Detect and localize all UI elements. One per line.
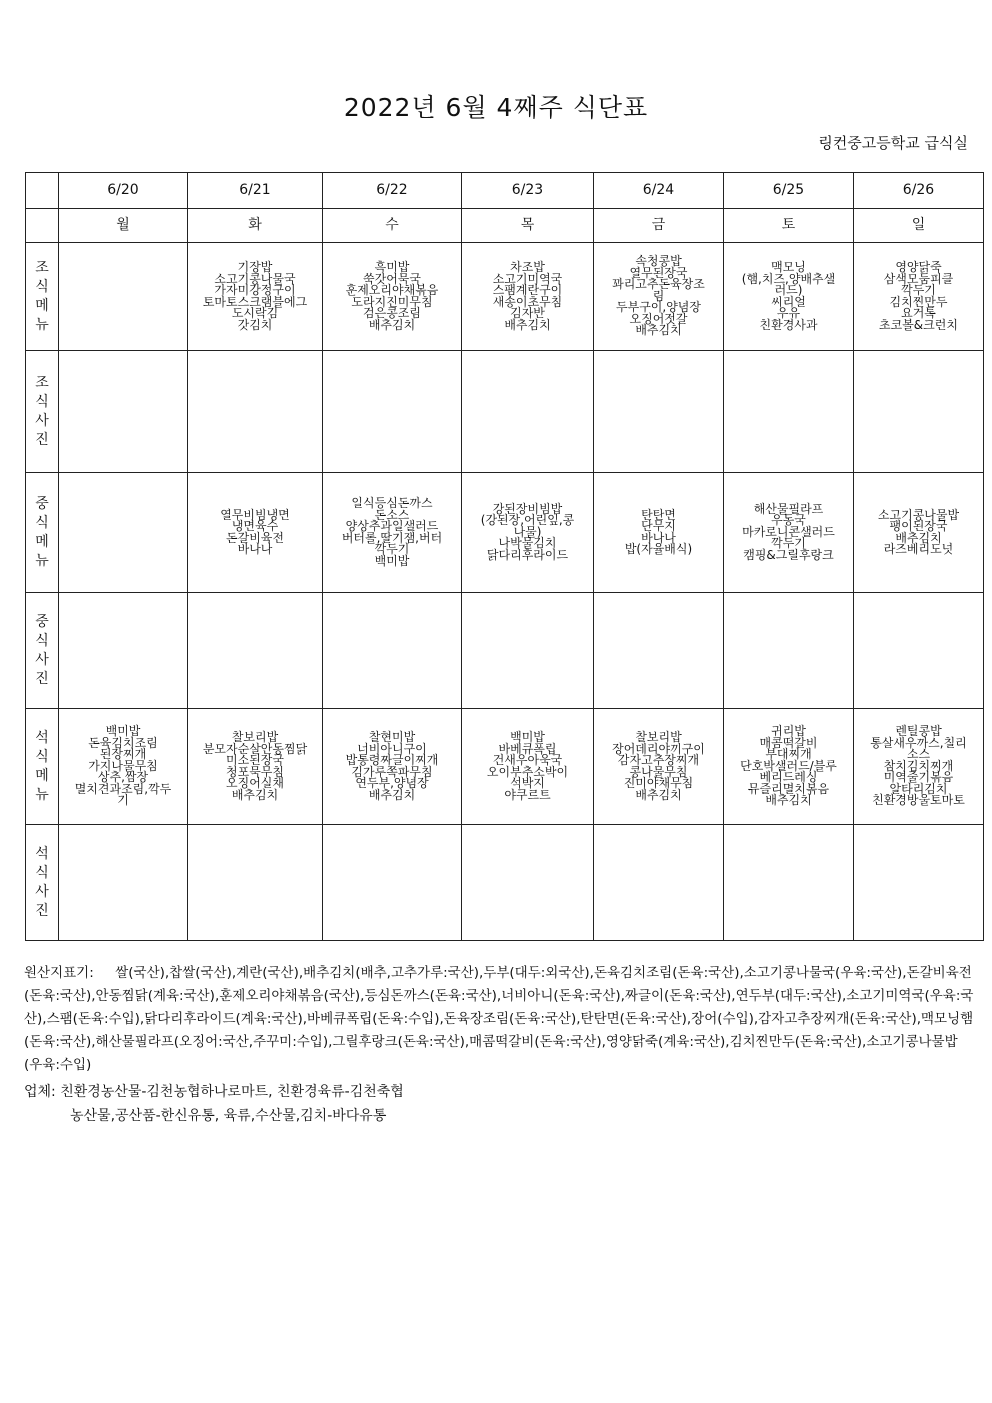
menu-item: 바나나 xyxy=(641,530,676,545)
menu-item: 일식등심돈까스 xyxy=(351,496,433,510)
menu-item: 요거톡 xyxy=(901,306,936,320)
menu-item: 친환경방울토마토 xyxy=(872,793,965,808)
menu-item: 밥(자율배식) xyxy=(624,542,693,556)
menu-item: 냉면육수 xyxy=(231,519,279,533)
menu-item: 오징어젓갈 xyxy=(629,311,688,326)
vendor-line: 농산물,공산품-한신유통, 육류,수산물,김치-바다유통 xyxy=(70,1108,387,1124)
menu-item: 돈육김치조림 xyxy=(88,735,158,750)
lunch-menu-row xyxy=(26,473,984,593)
menu-item: 석박지 xyxy=(510,776,545,790)
meal-photo xyxy=(188,593,323,709)
menu-item: 삼색모둠피클 xyxy=(883,271,954,286)
menu-cell xyxy=(724,243,854,351)
menu-item: 배추김치 xyxy=(635,323,682,338)
date-row xyxy=(26,173,984,209)
meal-photo xyxy=(323,351,462,473)
menu-item: 맥모닝 xyxy=(771,260,806,274)
menu-item: 러드) xyxy=(774,283,803,297)
menu-item: 연두부,양념장 xyxy=(355,776,429,790)
meal-photo xyxy=(854,825,984,941)
date-cell: 6/21 xyxy=(188,173,323,209)
menu-item: 돈소스 xyxy=(374,507,410,522)
origin-notice xyxy=(24,962,974,1077)
menu-item: 장어데리야끼구이 xyxy=(612,741,705,756)
menu-cell xyxy=(594,473,724,593)
menu-item: 가지나물무침 xyxy=(88,758,158,773)
menu-cell xyxy=(462,473,594,593)
menu-item: 단호박샐러드/블루 xyxy=(740,758,837,773)
weekday-cell: 금 xyxy=(594,209,724,243)
menu-item: 밥통령짜글이찌개 xyxy=(345,753,439,767)
menu-cell xyxy=(323,243,462,351)
menu-item: 열무된장국 xyxy=(629,265,688,280)
menu-item: 새송이초무침 xyxy=(492,294,563,309)
menu-item: 바베큐폭립 xyxy=(498,741,557,756)
menu-item: 캠핑&그릴후랑크 xyxy=(743,547,834,562)
row-label-lunch-photo: 중 식 사 진 xyxy=(26,593,59,709)
row-label-breakfast-photo: 조 식 사 진 xyxy=(26,351,59,473)
menu-cell xyxy=(462,709,594,825)
date-cell: 6/22 xyxy=(323,173,462,209)
menu-item: 가자미강정구이 xyxy=(214,283,296,297)
menu-item: 쑥갓어묵국 xyxy=(363,271,421,286)
meal-photo xyxy=(462,825,594,941)
breakfast-photo-row xyxy=(26,351,984,473)
date-cell: 6/25 xyxy=(724,173,854,209)
menu-item: 백미밥 xyxy=(510,730,545,744)
menu-item: 배추김치 xyxy=(368,317,416,332)
menu-item: 닭다리후라이드 xyxy=(486,547,569,562)
menu-cell xyxy=(59,473,188,593)
menu-item: 버터롤,딸기잼,버터 xyxy=(341,530,443,545)
menu-item: 바나나 xyxy=(237,542,273,556)
meal-photo xyxy=(594,351,724,473)
menu-item: 속청콩밥 xyxy=(635,254,682,269)
menu-item: 진미야채무침 xyxy=(623,776,694,790)
menu-item: 너비아니구이 xyxy=(357,741,427,756)
menu-item: 배추김치 xyxy=(895,530,942,545)
menu-item: 찰현미밥 xyxy=(368,730,416,744)
menu-item: 팽이된장국 xyxy=(889,519,948,533)
menu-item: 나박물김치 xyxy=(498,536,557,551)
meal-photo xyxy=(724,593,854,709)
menu-item: 소스 xyxy=(906,747,931,762)
date-cell: 6/23 xyxy=(462,173,594,209)
menu-item: 청포묵무침 xyxy=(226,764,284,779)
menu-item: 친환경사과 xyxy=(759,317,818,332)
menu-item: 영양닭죽 xyxy=(895,260,942,274)
weekday-cell: 목 xyxy=(462,209,594,243)
weekday-cell: 일 xyxy=(854,209,984,243)
menu-item: 검은콩조림 xyxy=(363,306,421,320)
menu-item: 초코볼&크런치 xyxy=(879,317,958,332)
menu-item: 우동국 xyxy=(771,513,806,528)
menu-cell xyxy=(188,243,323,351)
row-label-lunch-menu: 중 식 메 뉴 xyxy=(26,473,59,593)
menu-item: 스팸계란구이 xyxy=(492,283,563,297)
row-label-dinner-menu: 석 식 메 뉴 xyxy=(26,709,59,825)
meal-photo xyxy=(594,593,724,709)
menu-item: 도라지진미무침 xyxy=(351,294,433,309)
menu-item: 감자고추장찌개 xyxy=(617,753,700,767)
menu-cell xyxy=(188,473,323,593)
menu-item: 베리드레싱 xyxy=(759,770,818,785)
menu-item: 김가루쪽파무침 xyxy=(351,764,433,779)
menu-item: 돈갈비육전 xyxy=(226,530,284,545)
dinner-photo-row xyxy=(26,825,984,941)
menu-item: 오이부추소박이 xyxy=(486,764,569,779)
menu-item: 훈제오리야채볶음 xyxy=(345,283,439,297)
menu-item: 소고기콩나물밥 xyxy=(877,507,960,522)
menu-item: 콩나물무침 xyxy=(629,764,688,779)
menu-item: 미역줄기볶음 xyxy=(883,770,954,785)
menu-item: 된장찌개 xyxy=(99,747,147,762)
menu-cell xyxy=(724,473,854,593)
menu-cell xyxy=(323,709,462,825)
menu-item: 림 xyxy=(652,288,665,303)
menu-item: 김치찐만두 xyxy=(889,294,948,309)
menu-cell xyxy=(594,243,724,351)
menu-item: 소고기콩나물국 xyxy=(214,271,296,286)
menu-item: 배추김치 xyxy=(368,787,416,802)
menu-item: 오징어실채 xyxy=(226,776,284,790)
weekday-cell: 수 xyxy=(323,209,462,243)
menu-item: 귀리밥 xyxy=(771,724,806,739)
menu-item: 부대찌개 xyxy=(765,747,812,762)
menu-item: 강된장비빔밥 xyxy=(492,501,563,516)
menu-item: 열무비빔냉면 xyxy=(220,507,290,522)
menu-item: 두부구이,양념장 xyxy=(616,300,701,315)
menu-item: 렌틸콩밥 xyxy=(895,724,942,739)
row-label-breakfast-menu: 조 식 메 뉴 xyxy=(26,243,59,351)
meal-photo xyxy=(462,351,594,473)
menu-item: 꽈리고추돈육장조 xyxy=(612,277,705,292)
menu-item: 기 xyxy=(117,793,129,808)
vendor-line: 업체: 친환경농산물-김천농협하나로마트, 친환경육류-김천축협 xyxy=(24,1084,404,1100)
menu-item: 분모자순살안동찜닭 xyxy=(202,741,308,756)
meal-photo xyxy=(323,825,462,941)
meal-photo xyxy=(594,825,724,941)
menu-item: 깍두기 xyxy=(374,542,410,556)
menu-item: 김자반 xyxy=(510,306,545,320)
menu-item: 갓김치 xyxy=(237,317,273,332)
menu-item: 흑미밥 xyxy=(374,260,410,274)
menu-item: 배추김치 xyxy=(231,787,279,802)
menu-item: 찰보리밥 xyxy=(231,730,279,744)
menu-item: 백미밥 xyxy=(105,724,141,739)
menu-cell xyxy=(323,473,462,593)
menu-item: 건새우아욱국 xyxy=(492,753,563,767)
menu-item: 알타리김치 xyxy=(889,781,948,796)
menu-item: 해산물필라프 xyxy=(753,501,824,516)
menu-item: 기장밥 xyxy=(237,260,273,274)
menu-item: 차조밥 xyxy=(510,260,545,274)
meal-photo xyxy=(188,825,323,941)
menu-item: 참치김치찌개 xyxy=(883,758,954,773)
meal-photo xyxy=(854,593,984,709)
menu-item: 나물) xyxy=(513,524,542,539)
menu-item: 단무지 xyxy=(641,519,676,533)
weekday-cell: 토 xyxy=(724,209,854,243)
menu-item: 마카로니콘샐러드 xyxy=(742,524,835,539)
origin-label: 원산지표기: xyxy=(24,965,94,981)
school-name: 링컨중고등학교 급식실 xyxy=(818,134,968,152)
dinner-menu-row xyxy=(26,709,984,825)
menu-item: 라즈베리도넛 xyxy=(883,542,954,556)
date-cell: 6/20 xyxy=(59,173,188,209)
meal-photo xyxy=(59,825,188,941)
lunch-photo-row xyxy=(26,593,984,709)
menu-cell xyxy=(462,243,594,351)
menu-item: 소고기미역국 xyxy=(492,271,563,286)
menu-item: 백미밥 xyxy=(374,553,410,568)
menu-cell xyxy=(854,243,984,351)
row-label-dinner-photo: 석 식 사 진 xyxy=(26,825,59,941)
origin-text: 쌀(국산),찹쌀(국산),계란(국산),배추김치(배추,고추가루:국산),두부(대두:외국산),돈육김치조림(돈육:국산),소고기콩나물국(우육:국산),돈갈비육전(돈육:국산),안동찜닭(계육:국산),훈제오리야채볶음(국산),등심돈까스(돈육:국산),너비아니(돈육:국산),짜글이(돈육:국산),연두부(대두:국산),소고기미역국(우육:국산),스팸(돈육:수입),닭다리후라이드(계육:국산),바베큐폭립(돈육:수입),돈육장조림(돈육:국산),탄탄면(돈육:국산),장어(수입),감자고추장찌개(돈육:국산),맥모닝햄(돈육:국산),해산물필라프(오징어:국산,주꾸미:수입),그릴후랑크(돈육:국산),매콤떡갈비(돈육:국산),영양닭죽(계육:국산),김치찐만두(돈육:국산),소고기콩나물밥(우육:수입) xyxy=(24,965,974,1073)
menu-cell xyxy=(594,709,724,825)
menu-item: 배추김치 xyxy=(635,787,682,802)
menu-item: 뮤즐리멸치볶음 xyxy=(747,781,830,796)
menu-item: 매콤떡갈비 xyxy=(759,735,818,750)
menu-item: (햄,치즈,양배추샐 xyxy=(741,271,836,286)
menu-item: (강된장,어린잎,콩 xyxy=(480,513,575,528)
meal-photo xyxy=(724,825,854,941)
menu-cell xyxy=(724,709,854,825)
meal-photo xyxy=(188,351,323,473)
menu-cell xyxy=(854,473,984,593)
menu-cell xyxy=(188,709,323,825)
menu-item: 상추,쌈장 xyxy=(97,770,149,785)
menu-item: 찰보리밥 xyxy=(635,730,682,744)
vendor-info xyxy=(24,1080,404,1128)
weekday-row xyxy=(26,209,984,243)
menu-item: 깍두기 xyxy=(771,536,806,551)
weekday-cell: 월 xyxy=(59,209,188,243)
menu-item: 양상추과일샐러드 xyxy=(345,519,439,533)
date-cell: 6/24 xyxy=(594,173,724,209)
date-cell: 6/26 xyxy=(854,173,984,209)
menu-item: 야쿠르트 xyxy=(504,787,551,802)
menu-cell xyxy=(59,243,188,351)
breakfast-menu-row xyxy=(26,243,984,351)
menu-item: 도시락김 xyxy=(231,306,279,320)
menu-item: 토마토스크램블에그 xyxy=(202,294,308,309)
menu-cell xyxy=(59,709,188,825)
menu-item: 씨리얼 xyxy=(771,294,806,309)
menu-item: 통살새우까스,칠리 xyxy=(870,735,967,750)
menu-item: 깍두기 xyxy=(901,283,936,297)
menu-item: 미소된장국 xyxy=(226,753,284,767)
meal-photo xyxy=(854,351,984,473)
meal-photo xyxy=(724,351,854,473)
menu-item: 배추김치 xyxy=(765,793,812,808)
menu-item: 멸치견과조림,깍두 xyxy=(74,781,172,796)
menu-cell xyxy=(854,709,984,825)
meal-photo xyxy=(462,593,594,709)
menu-item: 우유 xyxy=(776,306,801,320)
weekly-menu-table xyxy=(25,172,984,941)
menu-item: 배추김치 xyxy=(504,317,551,332)
page-title: 2022년 6월 4째주 식단표 xyxy=(343,93,649,122)
menu-item: 탄탄면 xyxy=(641,507,676,522)
weekday-cell: 화 xyxy=(188,209,323,243)
meal-photo xyxy=(323,593,462,709)
